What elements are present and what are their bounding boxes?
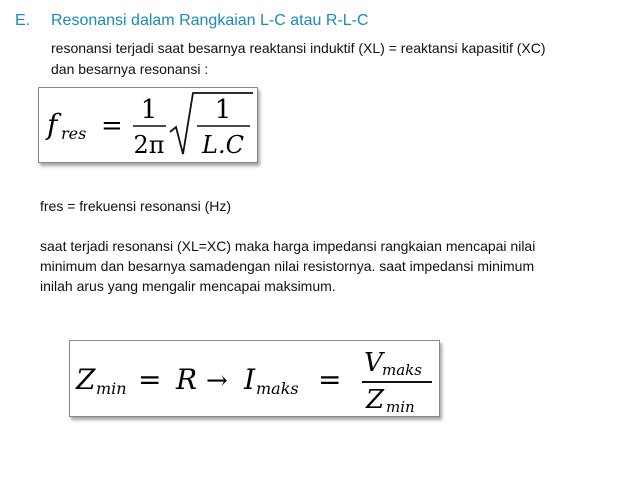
equals-sign: = xyxy=(101,111,123,141)
v-symbol: V xyxy=(364,348,383,378)
explanation-paragraph xyxy=(40,236,535,296)
formula-1-svg xyxy=(39,88,257,162)
fraction1-denominator: 2π xyxy=(133,131,165,159)
fraction1-numerator: 1 xyxy=(140,95,158,125)
section-title: Resonansi dalam Rangkaian L-C atau R-L-C xyxy=(51,12,369,29)
f-symbol: f xyxy=(47,108,58,141)
resonance-frequency-formula xyxy=(38,87,258,163)
r-symbol: R xyxy=(176,363,198,396)
intro-line-1: resonansi terjadi saat besarnya reaktansi induktif (XL) = reaktansi kapasitif (XC) xyxy=(51,40,546,56)
formula-2-svg xyxy=(70,341,439,416)
i-symbol: I xyxy=(244,363,256,396)
fraction2-numerator: 1 xyxy=(214,95,232,125)
equals-sign-2: = xyxy=(318,363,342,396)
z-subscript: min xyxy=(96,379,127,398)
definition-text: fres = frekuensi resonansi (Hz) xyxy=(40,198,232,214)
zmin-denominator-subscript: min xyxy=(386,398,415,416)
paragraph-line-1: saat terjadi resonansi (XL=XC) maka harga impedansi rangkaian mencapai nilai xyxy=(40,238,536,254)
f-subscript: res xyxy=(61,124,87,143)
v-subscript: maks xyxy=(382,361,422,379)
minimum-impedance-formula xyxy=(69,340,440,417)
zmin-denominator-symbol: Z xyxy=(366,385,385,415)
paragraph-line-2: minimum dan besarnya samadengan nilai resistornya. saat impedansi minimum xyxy=(40,258,535,274)
intro-text xyxy=(51,38,546,80)
i-subscript: maks xyxy=(256,379,299,398)
section-heading xyxy=(15,12,369,30)
paragraph-line-3: inilah arus yang mengalir mencapai maksimum. xyxy=(40,278,336,294)
fraction2-denominator: L.C xyxy=(202,131,244,159)
intro-line-2: dan besarnya resonansi : xyxy=(51,61,209,77)
section-label: E. xyxy=(15,12,31,29)
arrow-symbol: → xyxy=(206,366,228,396)
z-symbol: Z xyxy=(76,363,96,396)
equals-sign-1: = xyxy=(138,363,162,396)
